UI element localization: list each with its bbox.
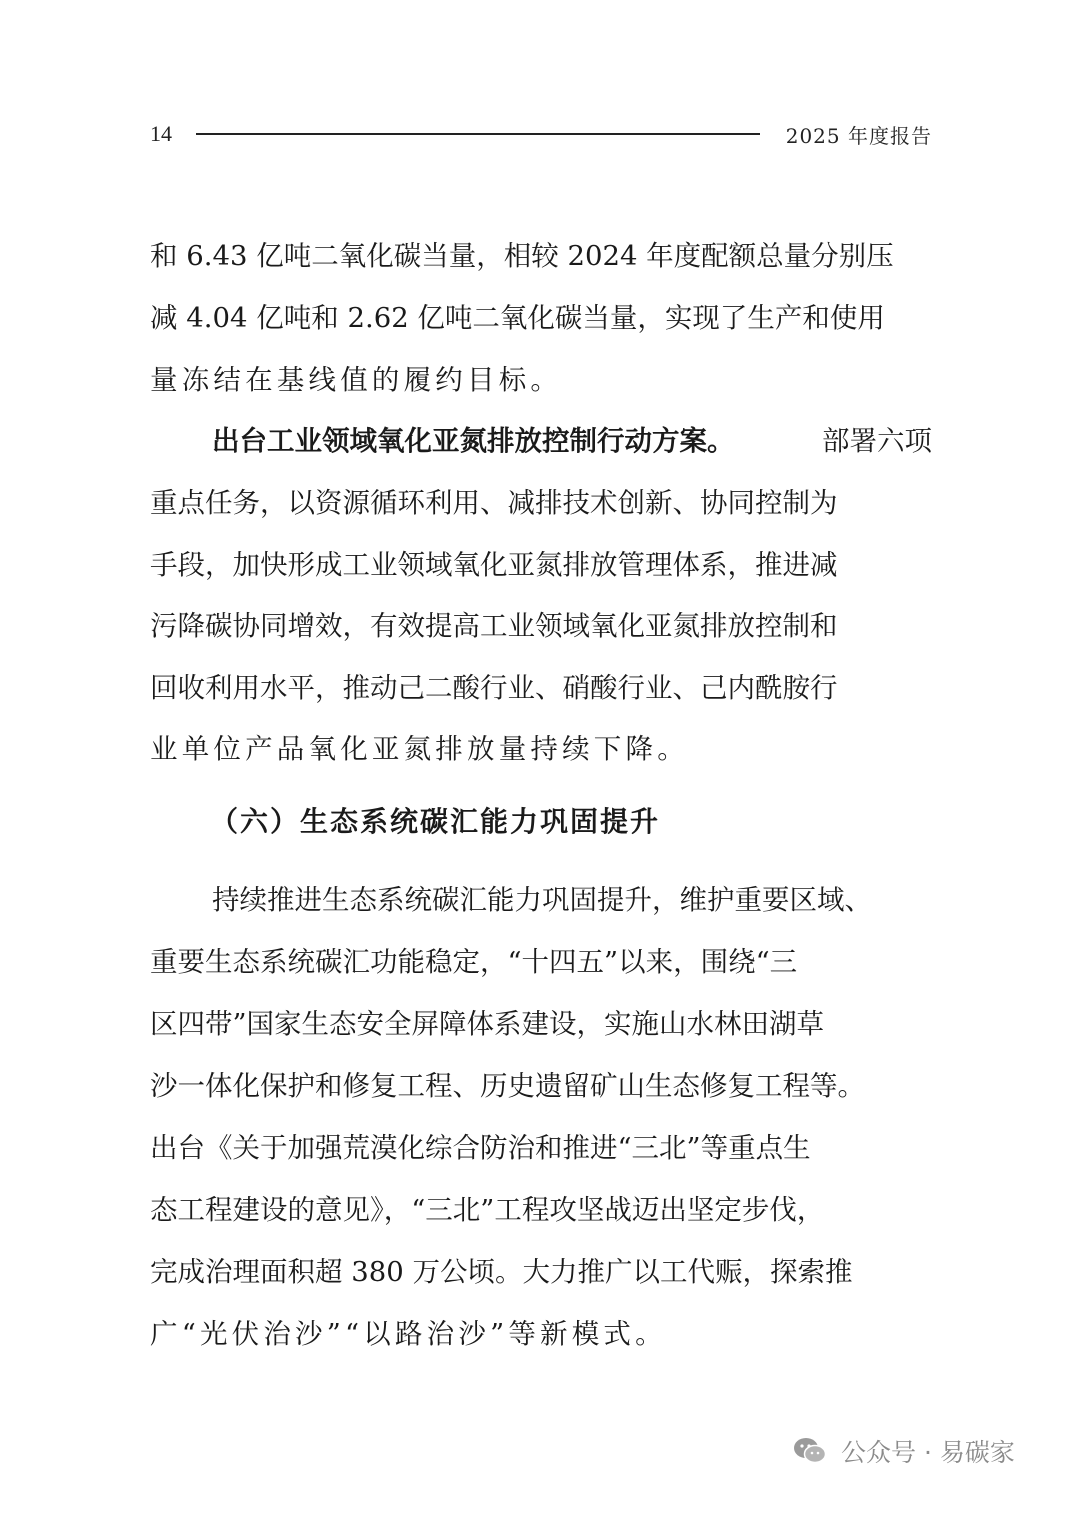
paragraph-line: 量冻结在基线值的履约目标。 — [150, 364, 563, 396]
page-header — [150, 118, 932, 150]
paragraph-line: 区四带”国家生态安全屏障体系建设，实施山水林田湖草 — [150, 1008, 825, 1040]
paragraph-line: 减 4.04 亿吨和 2.62 亿吨二氧化碳当量，实现了生产和使用 — [150, 302, 885, 334]
paragraph-line: 业单位产品氧化亚氮排放量持续下降。 — [150, 733, 689, 765]
paragraph-line: 回收利用水平，推动己二酸行业、硝酸行业、己内酰胺行 — [150, 672, 838, 704]
paragraph-line: 和 6.43 亿吨二氧化碳当量，相较 2024 年度配额总量分别压 — [150, 240, 894, 272]
paragraph-line: 出台《关于加强荒漠化综合防治和推进“三北”等重点生 — [150, 1132, 811, 1164]
paragraph-line: 手段，加快形成工业领域氧化亚氮排放管理体系，推进减 — [150, 549, 838, 581]
paragraph-line: 沙一体化保护和修复工程、历史遗留矿山生态修复工程等。 — [150, 1070, 865, 1102]
watermark-text: 公众号 · 易碳家 — [841, 1438, 1015, 1467]
wechat-icon — [793, 1436, 827, 1466]
page-number: 14 — [150, 121, 172, 146]
paragraph-line: 完成治理面积超 380 万公顷。大力推广以工代赈，探索推 — [150, 1256, 853, 1288]
report-title: 2025 年度报告 — [785, 123, 932, 148]
header-rule — [196, 133, 760, 135]
paragraph-line: 污降碳协同增效，有效提高工业领域氧化亚氮排放控制和 — [150, 610, 838, 642]
paragraph-line: 重点任务，以资源循环利用、减排技术创新、协同控制为 — [150, 487, 838, 519]
paragraph-line: 重要生态系统碳汇功能稳定，“十四五”以来，围绕“三 — [150, 946, 798, 978]
bold-lead: 出台工业领域氧化亚氮排放控制行动方案。 — [212, 425, 735, 457]
paragraph-line: 广“光伏治沙”“以路治沙”等新模式。 — [150, 1318, 667, 1350]
paragraph-line: 态工程建设的意见》，“三北”工程攻坚战迈出坚定步伐， — [150, 1194, 825, 1226]
paragraph-line: 出台工业领域氧化亚氮排放控制行动方案。 部署六项 — [212, 421, 932, 461]
section-heading: （六）生态系统碳汇能力巩固提升 — [210, 805, 661, 838]
watermark — [793, 1431, 1015, 1471]
paragraph-line: 持续推进生态系统碳汇能力巩固提升，维护重要区域、 — [212, 884, 872, 916]
